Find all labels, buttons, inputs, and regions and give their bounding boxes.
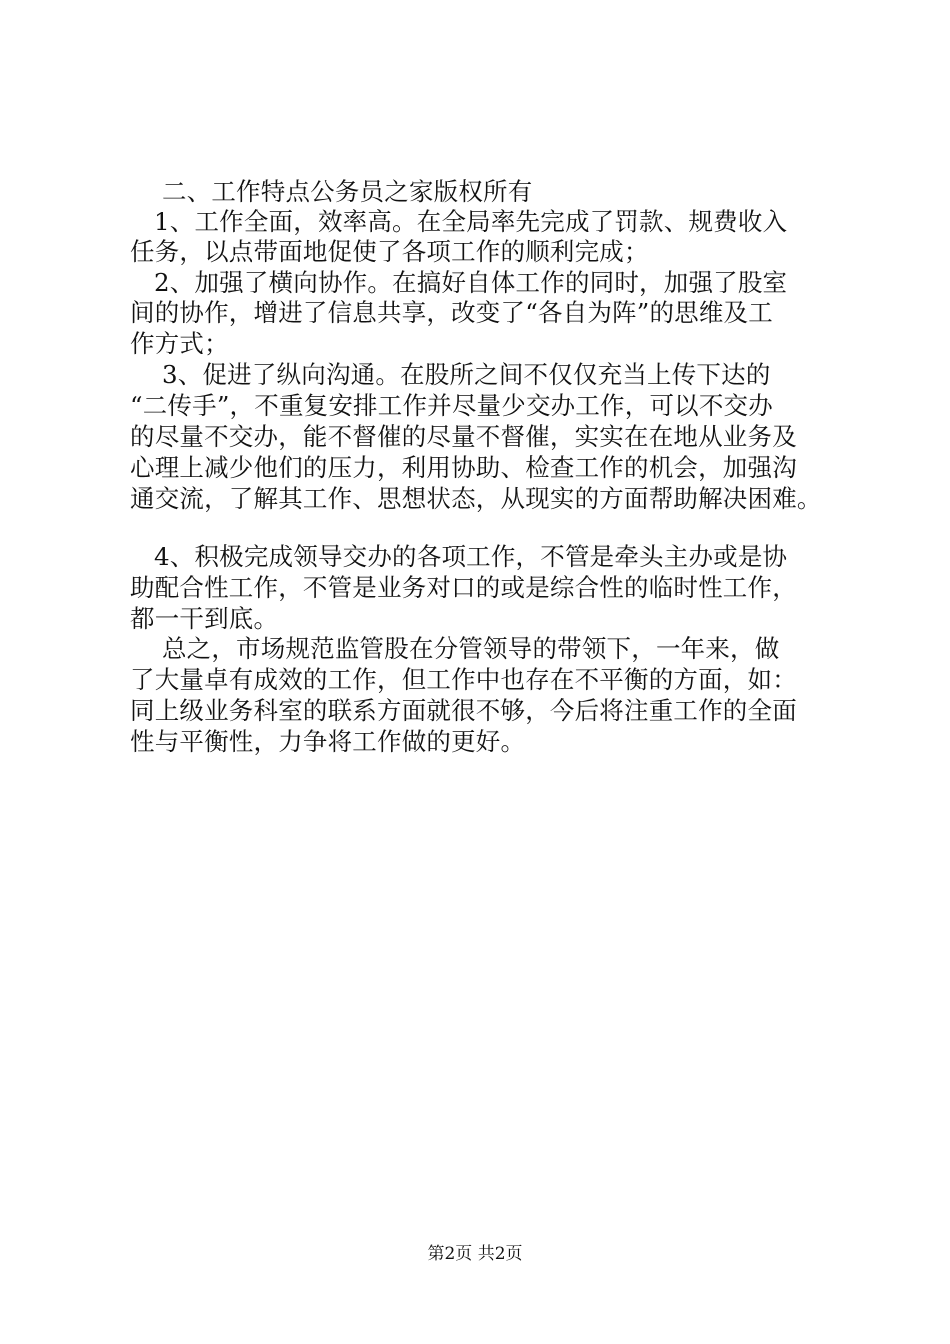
paragraph-line: 助配合性工作，不管是业务对口的或是综合性的临时性工作， <box>130 573 797 602</box>
paragraph-line: 都一干到底。 <box>130 604 279 633</box>
paragraph-line: 间的协作，增进了信息共享，改变了“各自为阵”的思维及工 <box>130 298 773 327</box>
section-heading: 二、工作特点公务员之家版权所有 <box>130 177 533 206</box>
paragraph-line: 同上级业务科室的联系方面就很不够，今后将注重工作的全面 <box>130 696 797 725</box>
paragraph-line: 作方式； <box>130 329 229 358</box>
paragraph-line: 2、加强了横向协作。在搞好自体工作的同时，加强了股室 <box>130 268 788 297</box>
paragraph-line: 总之，市场规范监管股在分管领导的带领下，一年来，做 <box>130 634 780 663</box>
paragraph-line: 1、工作全面，效率高。在全局率先完成了罚款、规费收入 <box>130 207 788 236</box>
paragraph-line: 性与平衡性，力争将工作做的更好。 <box>130 727 526 756</box>
paragraph-line: “二传手”，不重复安排工作并尽量少交办工作，可以不交办 <box>130 391 773 420</box>
paragraph-line: 了大量卓有成效的工作，但工作中也存在不平衡的方面，如： <box>130 665 797 694</box>
page-number-footer: 第2页 共2页 <box>427 1244 523 1264</box>
paragraph-line: 的尽量不交办，能不督催的尽量不督催，实实在在地从业务及 <box>130 422 797 451</box>
paragraph-line: 任务，以点带面地促使了各项工作的顺利完成； <box>130 237 649 266</box>
paragraph-line: 心理上减少他们的压力，利用协助、检查工作的机会，加强沟 <box>130 453 797 482</box>
paragraph-line: 通交流，了解其工作、思想状态，从现实的方面帮助解决困难。 <box>130 484 822 513</box>
paragraph-line: 4、积极完成领导交办的各项工作，不管是牵头主办或是协 <box>130 542 788 571</box>
paragraph-line: 3、促进了纵向沟通。在股所之间不仅仅充当上传下达的 <box>130 360 771 389</box>
